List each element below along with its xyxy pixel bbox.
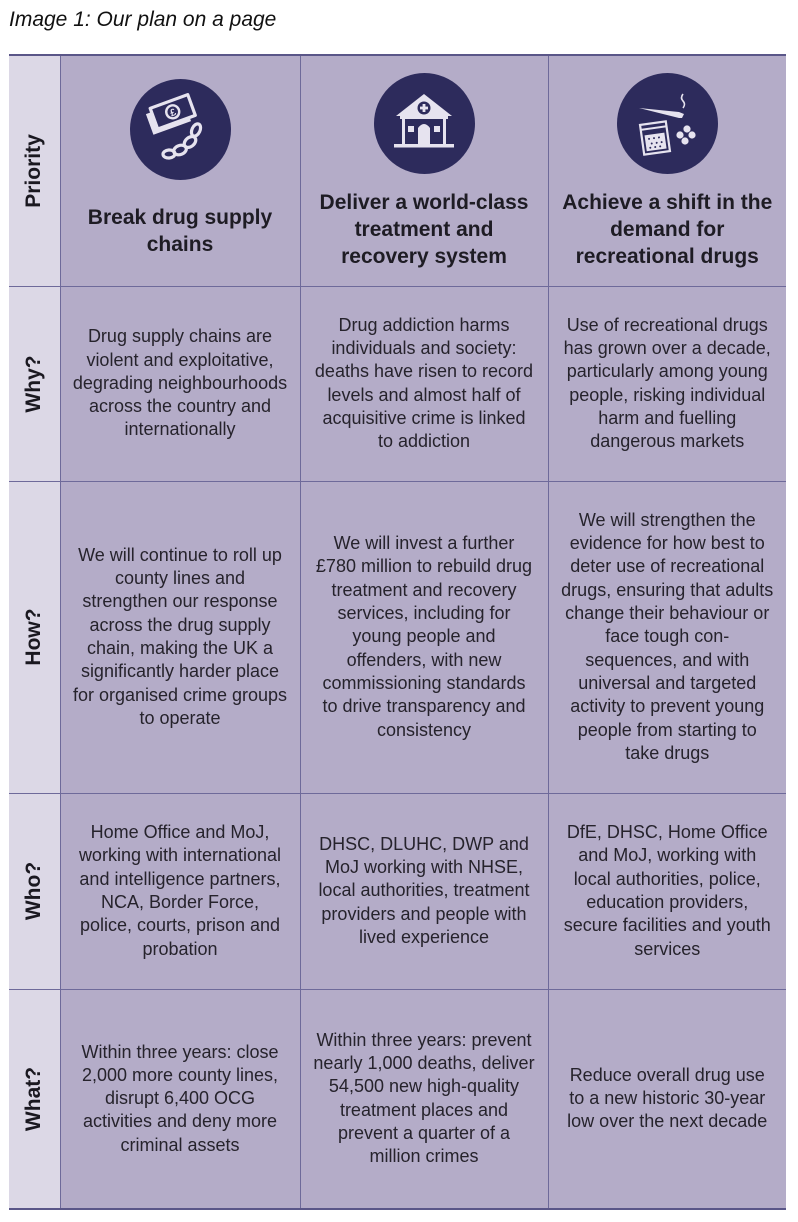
treatment-building-icon: [374, 73, 475, 174]
row-label-why: [9, 286, 60, 481]
row-label-who: [9, 793, 60, 989]
plan-on-a-page-table: [9, 54, 786, 1210]
priority-title: Achieve a shift in the demand for recreational drugs: [562, 191, 773, 268]
what-cell-supply: Within three years: close 2,000 more county lines, disrupt 6,400 OCG activities and deny more criminal assets: [60, 989, 300, 1209]
who-cell-demand: DfE, DHSC, Home Office and MoJ, working with local authorities, police, education providers, secure facilities and youth services: [548, 793, 786, 989]
how-cell-supply: We will continue to roll up county lines and strengthen our response across the drug supply chain, making the UK a significantly harder place for organised crime groups to operate: [60, 481, 300, 793]
row-label-priority: [9, 55, 60, 286]
row-label-how: [9, 481, 60, 793]
who-row: [9, 793, 786, 989]
how-cell-treatment: We will invest a further £780 million to rebuild drug treatment and recovery services, including for young people and offenders, with new commissioning standards to drive transparency and consistency: [300, 481, 548, 793]
why-cell-demand: Use of recreational drugs has grown over a decade, particularly among young people, risking individual harm and fuelling dangerous markets: [548, 286, 786, 481]
figure-caption: Image 1: Our plan on a page: [9, 8, 277, 31]
why-cell-supply: Drug supply chains are violent and exploitative, degrading neighbourhoods across the country and internationally: [60, 286, 300, 481]
why-cell-treatment: Drug addiction harms individuals and society: deaths have risen to record levels and almost half of acquisitive crime is linked to addiction: [300, 286, 548, 481]
svg-text:£: £: [168, 106, 178, 119]
what-row: [9, 989, 786, 1209]
how-cell-demand: We will strengthen the evidence for how best to deter use of recreational drugs, ensuring that adults change their behaviour or face tough con-sequences, and with universal and targeted activity to prevent young people from starting to take drugs: [548, 481, 786, 793]
why-row: [9, 286, 786, 481]
priority-cell-supply: [60, 55, 300, 286]
priority-cell-demand: [548, 55, 786, 286]
what-cell-treatment: Within three years: prevent nearly 1,000 deaths, deliver 54,500 new high-quality treatment places and prevent a quarter of a million crimes: [300, 989, 548, 1209]
what-cell-demand: Reduce overall drug use to a new historic 30-year low over the next decade: [548, 989, 786, 1209]
row-label-text: What?: [22, 1066, 46, 1131]
row-label-text: Priority: [22, 133, 46, 208]
row-label-text: How?: [22, 608, 46, 666]
row-label-what: [9, 989, 60, 1209]
how-row: [9, 481, 786, 793]
who-cell-treatment: DHSC, DLUHC, DWP and MoJ working with NHSE, local authorities, treatment providers and people with lived experience: [300, 793, 548, 989]
money-chain-icon: [130, 79, 231, 180]
priority-title: Break drug supply chains: [87, 206, 273, 256]
who-cell-supply: Home Office and MoJ, working with international and intelligence partners, NCA, Border Force, police, courts, prison and probation: [60, 793, 300, 989]
row-label-text: Why?: [22, 354, 46, 413]
priority-row: [9, 55, 786, 286]
priority-cell-treatment: [300, 55, 548, 286]
row-label-text: Who?: [22, 861, 46, 921]
priority-title: Deliver a world-class treatment and recovery system: [319, 191, 529, 268]
recreational-drugs-icon: [617, 73, 718, 174]
